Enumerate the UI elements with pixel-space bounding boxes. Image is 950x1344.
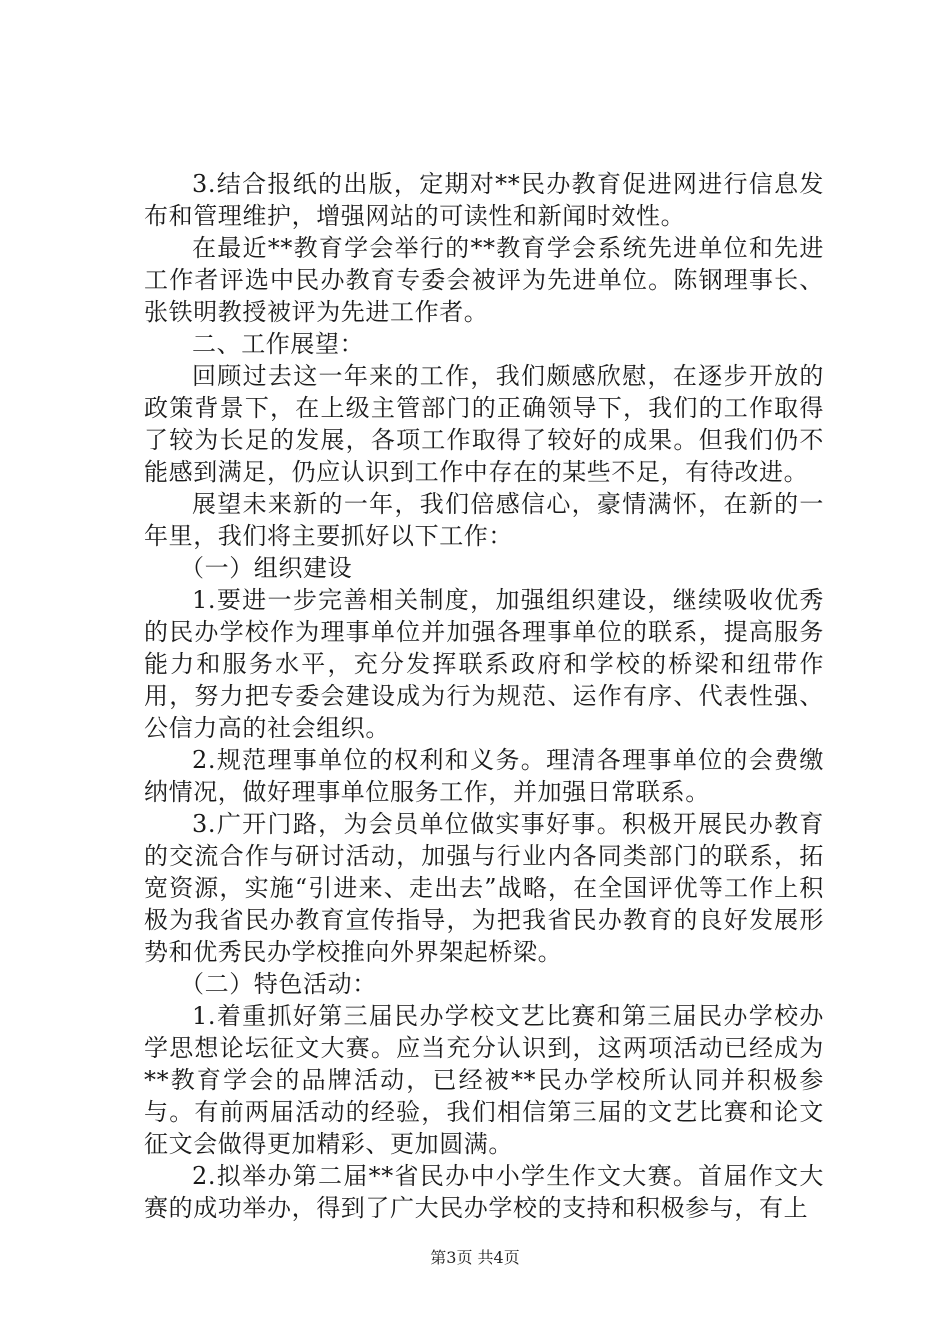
paragraph-activity-item-1: 1.着重抓好第三届民办学校文艺比赛和第三届民办学校办学思想论坛征文大赛。应当充分认识到，这两项活动已经成为**教育学会的品牌活动，已经被**民办学校所认同并积极参与。有前两届活动的经验，我们相信第三届的文艺比赛和论文征文会做得更加精彩、更加圆满。 bbox=[144, 1002, 824, 1158]
page-number: 第3页 共4页 bbox=[430, 1248, 520, 1267]
paragraph-website-maintenance: 3.结合报纸的出版，定期对**民办教育促进网进行信息发布和管理维护，增强网站的可读性和新闻时效性。 bbox=[144, 170, 824, 230]
paragraph-review: 回顾过去这一年来的工作，我们颇感欣慰，在逐步开放的政策背景下，在上级主管部门的正确领导下，我们的工作取得了较为长足的发展，各项工作取得了较好的成果。但我们仍不能感到满足，仍应认识到工作中存在的某些不足，有待改进。 bbox=[144, 362, 824, 486]
paragraph-activity-item-2: 2.拟举办第二届**省民办中小学生作文大赛。首届作文大赛的成功举办，得到了广大民办学校的支持和积极参与，有上 bbox=[144, 1162, 824, 1222]
document-body bbox=[144, 168, 824, 1224]
paragraph-org-item-2: 2.规范理事单位的权利和义务。理清各理事单位的会费缴纳情况，做好理事单位服务工作，并加强日常联系。 bbox=[144, 746, 824, 806]
page-footer bbox=[0, 1245, 950, 1268]
heading-work-outlook: 二、工作展望： bbox=[192, 330, 365, 358]
heading-organization: （一）组织建设 bbox=[180, 554, 353, 582]
heading-special-activities: （二）特色活动： bbox=[180, 970, 377, 998]
paragraph-org-item-1: 1.要进一步完善相关制度，加强组织建设，继续吸收优秀的民办学校作为理事单位并加强各理事单位的联系，提高服务能力和服务水平，充分发挥联系政府和学校的桥梁和纽带作用，努力把专委会建设成为行为规范、运作有序、代表性强、公信力高的社会组织。 bbox=[144, 586, 824, 742]
paragraph-outlook: 展望未来新的一年，我们倍感信心，豪情满怀，在新的一年里，我们将主要抓好以下工作： bbox=[144, 490, 824, 550]
paragraph-org-item-3: 3.广开门路，为会员单位做实事好事。积极开展民办教育的交流合作与研讨活动，加强与行业内各同类部门的联系，拓宽资源，实施“引进来、走出去”战略，在全国评优等工作上积极为我省民办教育宣传指导，为把我省民办教育的良好发展形势和优秀民办学校推向外界架起桥梁。 bbox=[144, 810, 824, 966]
paragraph-advanced-unit: 在最近**教育学会举行的**教育学会系统先进单位和先进工作者评选中民办教育专委会被评为先进单位。陈钢理事长、张铁明教授被评为先进工作者。 bbox=[144, 234, 824, 326]
